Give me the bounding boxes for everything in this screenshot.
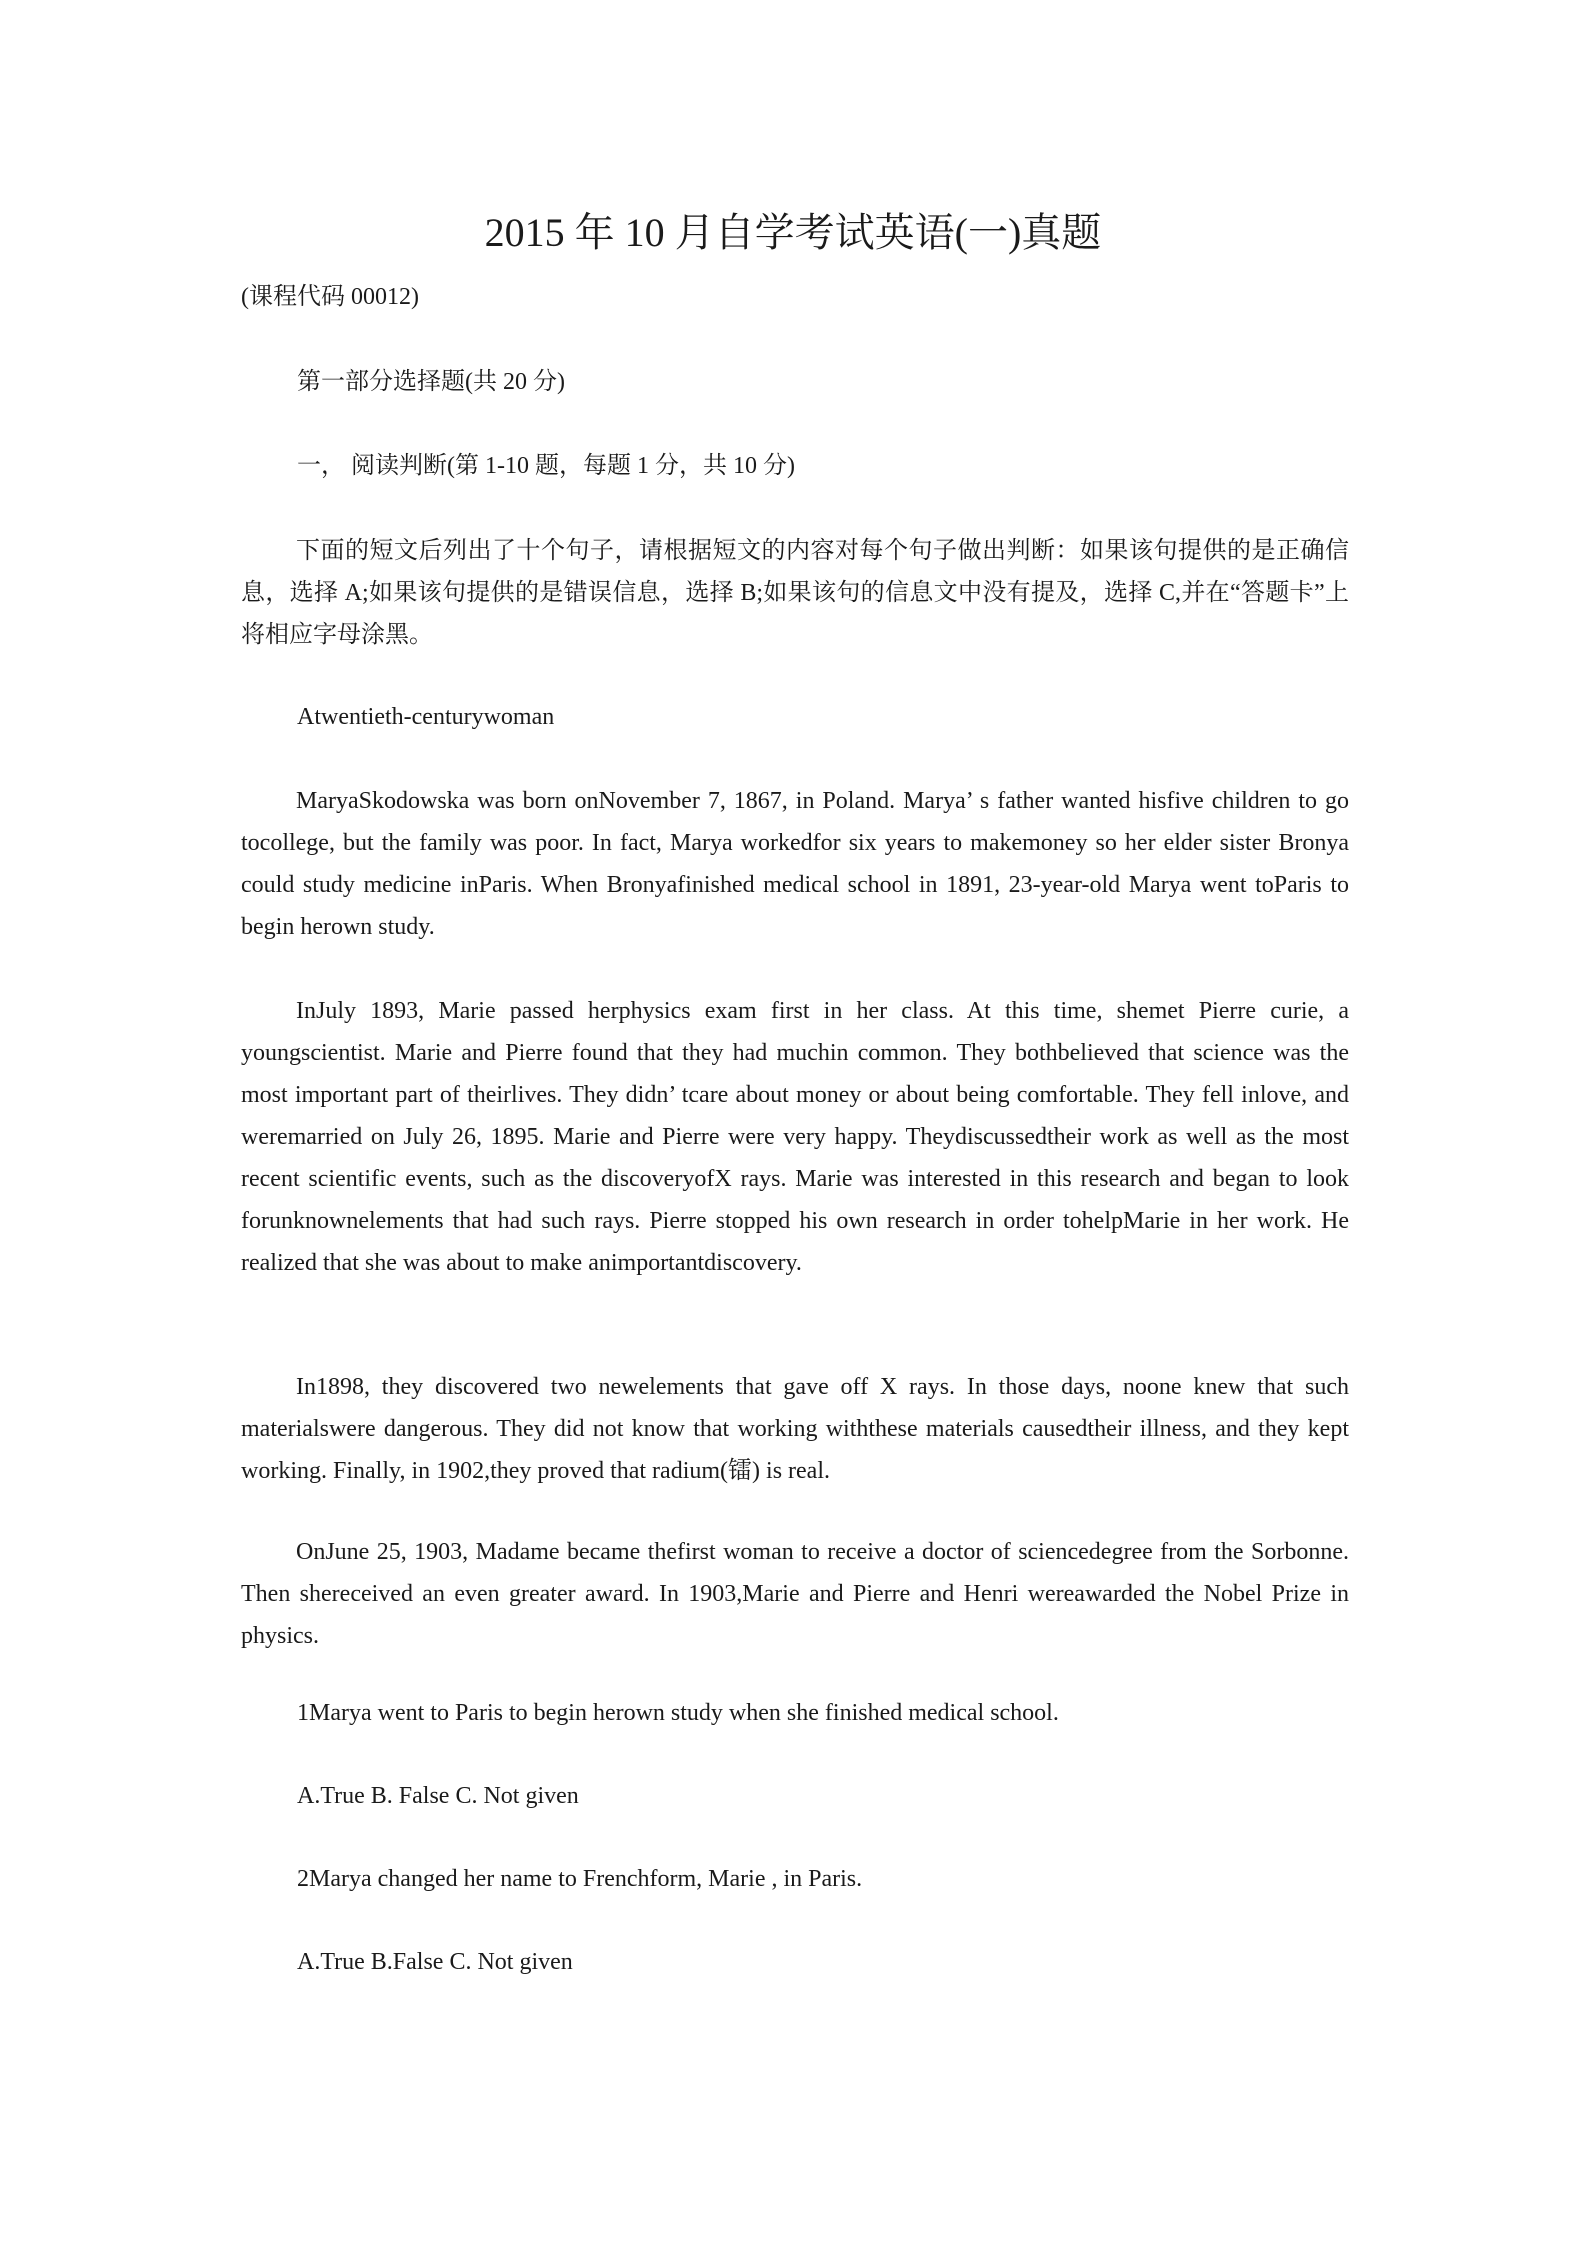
passage-paragraph-3: In1898, they discovered two newelements that gave off X rays. In those days, noone knew that such materialswere dangerous. They did not know that working withthese materials causedtheir illness, and they kept working. Finally, in 1902,they proved that radium(镭) is real. <box>241 1374 1349 1484</box>
instructions-paragraph: 下面的短文后列出了十个句子，请根据短文的内容对每个句子做出判断：如果该句提供的是正确信息，选择 A;如果该句提供的是错误信息，选择 B;如果该句的信息文中没有提及，选择 C,并在“答题卡”上将相应字母涂黑。 <box>241 538 1349 648</box>
question-1-options: A.True B. False C. Not given <box>297 1783 579 1809</box>
question-2-options: A.True B.False C. Not given <box>297 1949 573 1975</box>
course-code: (课程代码 00012) <box>241 284 419 310</box>
question-2-prompt: 2Marya changed her name to Frenchform, Marie , in Paris. <box>297 1866 863 1892</box>
question-1-prompt: 1Marya went to Paris to begin herown study when she finished medical school. <box>297 1700 1059 1726</box>
passage-paragraph-1: MaryaSkodowska was born onNovember 7, 1867, in Poland. Marya’ s father wanted hisfive children to go tocollege, but the family was poor. In fact, Marya workedfor six years to makemoney so her elder sister Bronya could study medicine inParis. When Bronyafinished medical school in 1891, 23-year-old Marya went toParis to begin herown study. <box>241 788 1349 940</box>
part-heading: 第一部分选择题(共 20 分) <box>297 369 565 395</box>
passage-paragraph-2: InJuly 1893, Marie passed herphysics exam first in her class. At this time, shemet Pierre curie, a youngscientist. Marie and Pierre found that they had muchin common. They bothbelieved that science was the most important part of theirlives. They didn’ tcare about money or about being comfortable. They fell inlove, and weremarried on July 26, 1895. Marie and Pierre were very happy. Theydiscussedtheir work as well as the most recent scientific events, such as the discoveryofX rays. Marie was interested in this research and began to look forunknownelements that had such rays. Pierre stopped his own research in order tohelpMarie in her work. He realized that she was about to make animportantdiscovery. <box>241 998 1349 1276</box>
passage-paragraph-4: OnJune 25, 1903, Madame became thefirst woman to receive a doctor of sciencedegree from the Sorbonne. Then shereceived an even greater award. In 1903,Marie and Pierre and Henri wereawarded the Nobel Prize in physics. <box>241 1539 1349 1649</box>
passage-title: Atwentieth-centurywoman <box>297 704 555 730</box>
section-heading: 一， 阅读判断(第 1-10 题，每题 1 分，共 10 分) <box>297 453 795 479</box>
document-title: 2015 年 10 月自学考试英语(一)真题 <box>484 210 1102 255</box>
